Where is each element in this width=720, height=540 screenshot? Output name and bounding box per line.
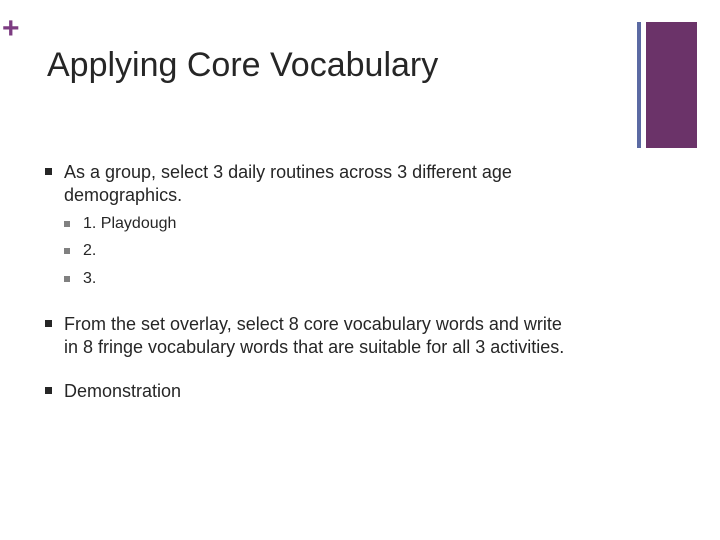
sub-bullet-square-icon	[64, 221, 70, 227]
bullet-2-line-2: in 8 fringe vocabulary words that are suitable for all 3 activities.	[64, 337, 565, 357]
sub-bullet-square-icon	[64, 248, 70, 254]
sub-bullet-square-icon	[64, 276, 70, 282]
accent-bar-thin	[637, 22, 641, 148]
sub-item-2: 2.	[83, 242, 97, 259]
sub-item-1: 1. Playdough	[83, 215, 177, 232]
bullet-1-line-1: As a group, select 3 daily routines across 3 different age	[64, 162, 512, 182]
bullet-3-line-1: Demonstration	[64, 381, 182, 401]
bullet-square-icon	[45, 320, 52, 327]
plus-sign-icon: +	[2, 12, 20, 45]
bullet-square-icon	[45, 387, 52, 394]
bullet-1-line-2: demographics.	[64, 185, 183, 205]
bullet-square-icon	[45, 168, 52, 175]
sub-item-3: 3.	[83, 270, 97, 287]
bullet-2-line-1: From the set overlay, select 8 core vocabulary words and write	[64, 314, 562, 334]
accent-bar-block	[646, 22, 697, 148]
slide-title: Applying Core Vocabulary	[47, 46, 439, 84]
